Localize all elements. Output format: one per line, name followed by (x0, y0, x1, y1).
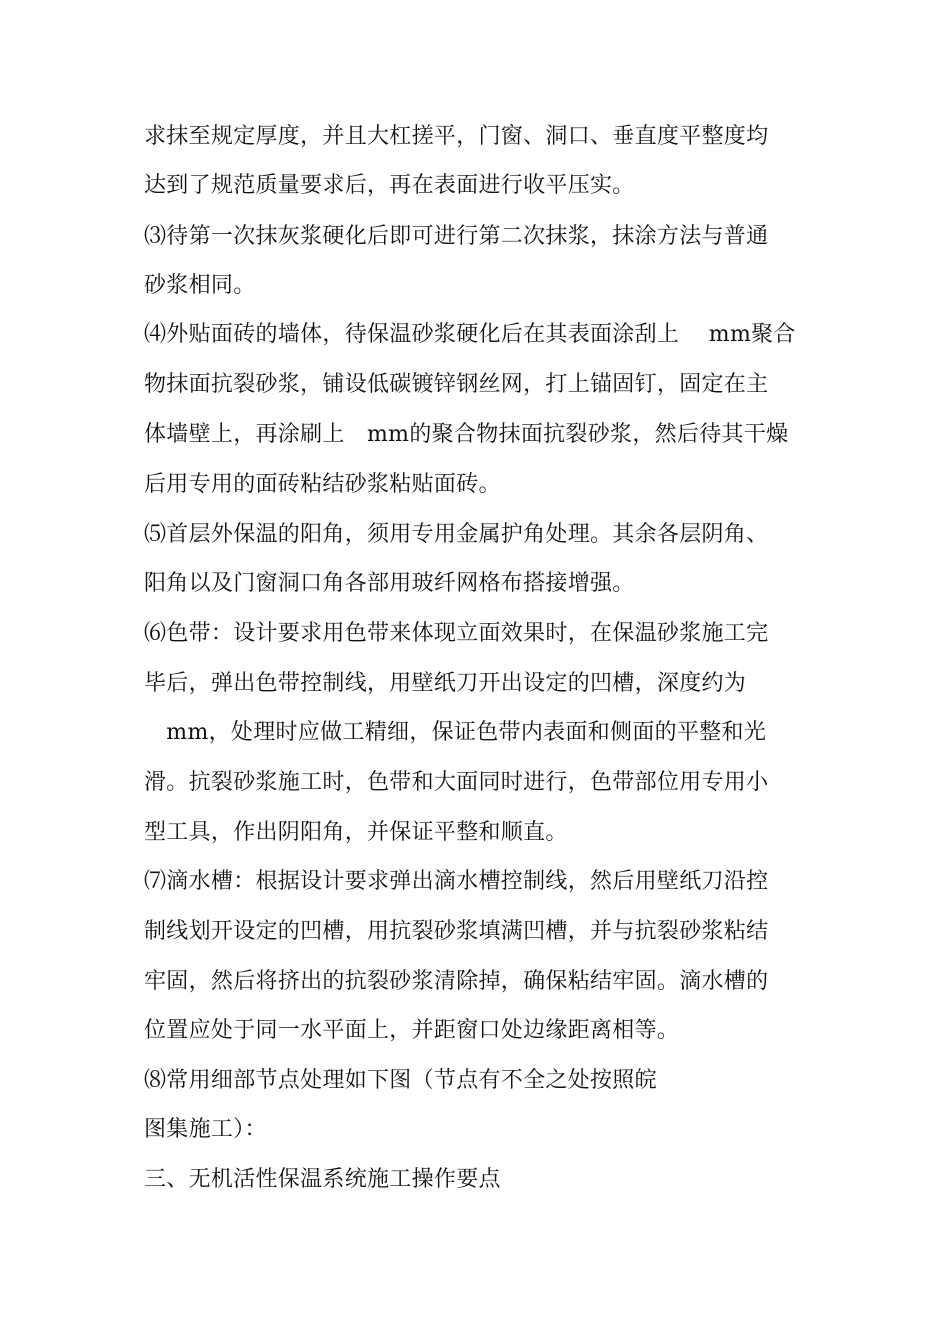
text-line: 阳角以及门窗洞口角各部用玻纤网格布搭接增强。 (144, 571, 635, 596)
text-line: 达到了规范质量要求后，再在表面进行收平压实。 (144, 173, 635, 198)
text-line: 制线划开设定的凹槽，用抗裂砂浆填满凹槽，并与抗裂砂浆粘结 (144, 919, 769, 944)
text-line: 物抹面抗裂砂浆，铺设低碳镀锌钢丝网，打上锚固钉，固定在主 (144, 372, 769, 397)
text-line: 牢固，然后将挤出的抗裂砂浆清除掉，确保粘结牢固。滴水槽的 (144, 969, 769, 994)
text-line: ⑺滴水槽：根据设计要求弹出滴水槽控制线，然后用壁纸刀沿控 (144, 869, 769, 894)
text-line: 后用专用的面砖粘结砂浆粘贴面砖。 (144, 472, 501, 497)
text-line: mm，处理时应做工精细，保证色带内表面和侧面的平整和光 (144, 720, 767, 745)
text-line: 砂浆相同。 (144, 273, 256, 298)
text-line: 型工具，作出阴阳角，并保证平整和顺直。 (144, 820, 568, 845)
text-line: ⑷外贴面砖的墙体，待保温砂浆硬化后在其表面涂刮上 mm聚合 (144, 322, 796, 347)
text-line: 图集施工）： (144, 1117, 267, 1142)
text-line: 位置应处于同一水平面上，并距窗口处边缘距离相等。 (144, 1018, 680, 1043)
text-line: ⑻常用细部节点处理如下图（节点有不全之处按照皖 (144, 1068, 657, 1093)
text-line: ⑸首层外保温的阳角，须用专用金属护角处理。其余各层阴角、 (144, 522, 769, 547)
section-heading: 三、无机活性保温系统施工操作要点 (144, 1167, 501, 1192)
text-line: 滑。抗裂砂浆施工时，色带和大面同时进行，色带部位用专用小 (144, 770, 769, 795)
text-line: 求抹至规定厚度，并且大杠搓平，门窗、洞口、垂直度平整度均 (144, 124, 769, 149)
text-line: 毕后，弹出色带控制线，用壁纸刀开出设定的凹槽，深度约为 (144, 671, 747, 696)
text-line: 体墙壁上，再涂刷上 mm的聚合物抹面抗裂砂浆，然后待其干燥 (144, 422, 789, 447)
text-line: ⑶待第一次抹灰浆硬化后即可进行第二次抹浆，抹涂方法与普通 (144, 224, 769, 249)
text-line: ⑹色带：设计要求用色带来体现立面效果时，在保温砂浆施工完 (144, 621, 769, 646)
